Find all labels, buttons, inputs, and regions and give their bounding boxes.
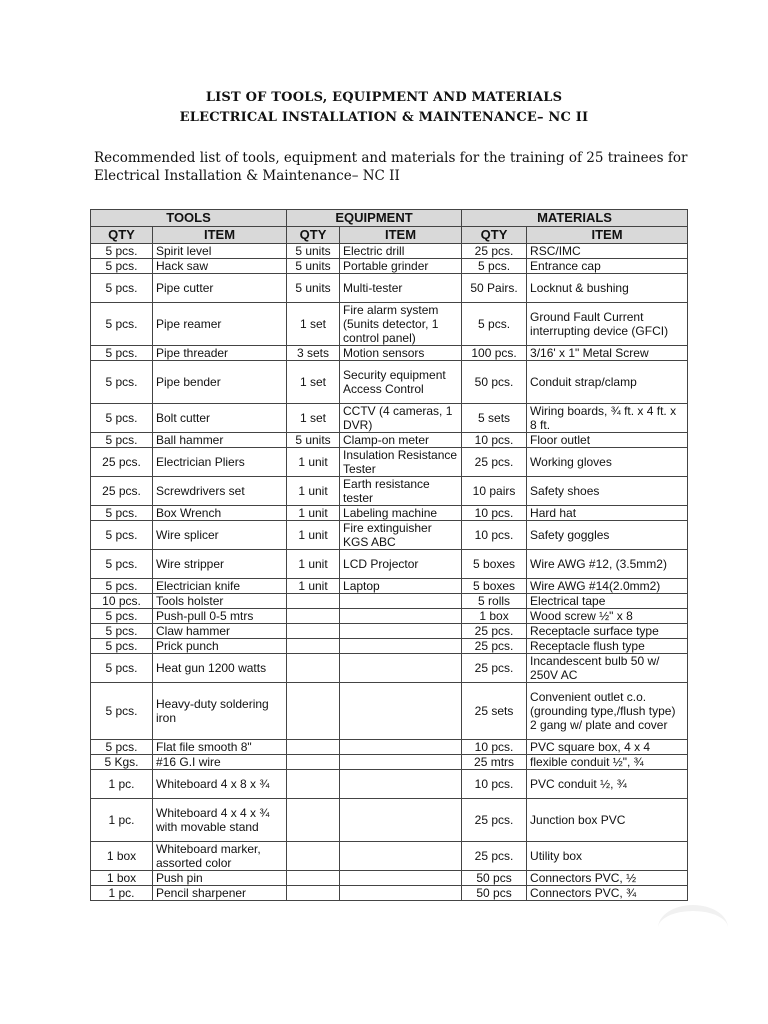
table-row: [91, 404, 688, 433]
cell-equipment-qty: 5 units: [287, 274, 340, 303]
cell-equipment-item: Labeling machine: [340, 506, 462, 521]
cell-tools-qty: 5 pcs.: [91, 624, 153, 639]
table-row: [91, 639, 688, 654]
cell-equipment-qty: 1 set: [287, 303, 340, 346]
background-swoosh-decoration: [658, 905, 728, 951]
cell-equipment-qty: [287, 842, 340, 871]
cell-materials-qty: 25 pcs.: [462, 799, 527, 842]
cell-equipment-item: [340, 654, 462, 683]
table-row: [91, 871, 688, 886]
cell-equipment-qty: 5 units: [287, 244, 340, 259]
cell-materials-qty: 25 sets: [462, 683, 527, 740]
cell-equipment-item: [340, 871, 462, 886]
cell-tools-item: Heat gun 1200 watts: [153, 654, 287, 683]
cell-equipment-item: [340, 594, 462, 609]
cell-tools-item: Claw hammer: [153, 624, 287, 639]
cell-equipment-qty: 1 unit: [287, 521, 340, 550]
cell-equipment-item: [340, 624, 462, 639]
cell-equipment-item: Multi-tester: [340, 274, 462, 303]
cell-materials-qty: 10 pcs.: [462, 740, 527, 755]
table-row: [91, 433, 688, 448]
cell-equipment-item: [340, 609, 462, 624]
cell-materials-qty: 1 box: [462, 609, 527, 624]
table-row: [91, 683, 688, 740]
cell-equipment-qty: 5 units: [287, 259, 340, 274]
cell-materials-item: Connectors PVC, ¾: [527, 886, 688, 901]
cell-materials-item: Electrical tape: [527, 594, 688, 609]
cell-materials-item: Ground Fault Current interrupting device (GFCI): [527, 303, 688, 346]
inventory-table: [90, 209, 688, 901]
cell-tools-item: Pipe reamer: [153, 303, 287, 346]
cell-equipment-qty: [287, 755, 340, 770]
table-row: [91, 259, 688, 274]
cell-materials-item: Connectors PVC, ½: [527, 871, 688, 886]
cell-materials-item: Wire AWG #14(2.0mm2): [527, 579, 688, 594]
intro-paragraph: Recommended list of tools, equipment and materials for the training of 25 trainees for Electrical Installation & Maintenance– NC II: [94, 150, 688, 184]
cell-tools-item: Heavy-duty soldering iron: [153, 683, 287, 740]
table-row: [91, 361, 688, 404]
cell-equipment-qty: 1 unit: [287, 579, 340, 594]
cell-tools-qty: 25 pcs.: [91, 477, 153, 506]
cell-equipment-qty: 1 unit: [287, 477, 340, 506]
table-row: [91, 770, 688, 799]
cell-tools-item: Wire stripper: [153, 550, 287, 579]
cell-equipment-item: Laptop: [340, 579, 462, 594]
cell-tools-item: Pipe cutter: [153, 274, 287, 303]
table-row: [91, 303, 688, 346]
cell-tools-item: Electrician knife: [153, 579, 287, 594]
cell-materials-item: Safety goggles: [527, 521, 688, 550]
cell-equipment-qty: [287, 594, 340, 609]
column-header-row: [91, 227, 688, 244]
inventory-table-body: [91, 244, 688, 901]
table-row: [91, 594, 688, 609]
cell-materials-qty: 25 pcs.: [462, 842, 527, 871]
column-header-materials-qty: QTY: [462, 227, 527, 244]
cell-tools-qty: 1 pc.: [91, 770, 153, 799]
cell-equipment-qty: [287, 770, 340, 799]
cell-tools-item: Whiteboard 4 x 8 x ¾: [153, 770, 287, 799]
cell-materials-qty: 50 Pairs.: [462, 274, 527, 303]
cell-materials-item: Convenient outlet c.o. (grounding type,/flush type) 2 gang w/ plate and cover: [527, 683, 688, 740]
cell-equipment-item: Earth resistance tester: [340, 477, 462, 506]
cell-materials-qty: 25 mtrs: [462, 755, 527, 770]
cell-materials-qty: 100 pcs.: [462, 346, 527, 361]
table-row: [91, 842, 688, 871]
cell-tools-qty: 1 pc.: [91, 799, 153, 842]
cell-equipment-item: Electric drill: [340, 244, 462, 259]
cell-tools-item: Pipe bender: [153, 361, 287, 404]
cell-equipment-qty: [287, 886, 340, 901]
cell-materials-item: Utility box: [527, 842, 688, 871]
cell-materials-qty: 5 pcs.: [462, 303, 527, 346]
cell-tools-qty: 5 pcs.: [91, 740, 153, 755]
cell-equipment-qty: [287, 871, 340, 886]
cell-equipment-qty: 1 unit: [287, 448, 340, 477]
cell-tools-qty: 5 pcs.: [91, 506, 153, 521]
cell-equipment-qty: 1 unit: [287, 550, 340, 579]
cell-equipment-item: Clamp-on meter: [340, 433, 462, 448]
cell-equipment-item: Portable grinder: [340, 259, 462, 274]
column-header-equipment-qty: QTY: [287, 227, 340, 244]
cell-equipment-item: [340, 770, 462, 799]
cell-materials-qty: 10 pcs.: [462, 506, 527, 521]
column-header-equipment-item: ITEM: [340, 227, 462, 244]
cell-materials-item: PVC square box, 4 x 4: [527, 740, 688, 755]
cell-tools-item: Electrician Pliers: [153, 448, 287, 477]
table-row: [91, 550, 688, 579]
cell-tools-qty: 5 pcs.: [91, 579, 153, 594]
cell-materials-item: Wiring boards, ¾ ft. x 4 ft. x 8 ft.: [527, 404, 688, 433]
cell-tools-item: Whiteboard marker, assorted color: [153, 842, 287, 871]
cell-tools-qty: 5 pcs.: [91, 404, 153, 433]
cell-materials-item: Wire AWG #12, (3.5mm2): [527, 550, 688, 579]
cell-equipment-item: Security equipment Access Control: [340, 361, 462, 404]
cell-equipment-qty: 1 set: [287, 361, 340, 404]
cell-tools-qty: 5 pcs.: [91, 521, 153, 550]
cell-materials-qty: 5 pcs.: [462, 259, 527, 274]
cell-tools-qty: 1 pc.: [91, 886, 153, 901]
cell-materials-qty: 25 pcs.: [462, 624, 527, 639]
table-row: [91, 755, 688, 770]
table-row: [91, 506, 688, 521]
cell-tools-qty: 10 pcs.: [91, 594, 153, 609]
cell-materials-item: Locknut & bushing: [527, 274, 688, 303]
cell-equipment-qty: [287, 740, 340, 755]
cell-materials-item: Hard hat: [527, 506, 688, 521]
group-header-row: [91, 210, 688, 227]
cell-materials-qty: 25 pcs.: [462, 639, 527, 654]
cell-equipment-item: CCTV (4 cameras, 1 DVR): [340, 404, 462, 433]
cell-materials-qty: 5 boxes: [462, 579, 527, 594]
cell-tools-qty: 5 pcs.: [91, 303, 153, 346]
column-header-tools-item: ITEM: [153, 227, 287, 244]
cell-tools-item: Push-pull 0-5 mtrs: [153, 609, 287, 624]
cell-equipment-item: [340, 799, 462, 842]
cell-equipment-item: Fire alarm system (5units detector, 1 control panel): [340, 303, 462, 346]
cell-materials-qty: 5 rolls: [462, 594, 527, 609]
group-header-tools: TOOLS: [91, 210, 287, 227]
table-row: [91, 448, 688, 477]
cell-materials-qty: 50 pcs: [462, 886, 527, 901]
cell-tools-item: Prick punch: [153, 639, 287, 654]
cell-equipment-item: [340, 683, 462, 740]
cell-materials-qty: 25 pcs.: [462, 244, 527, 259]
cell-materials-qty: 50 pcs.: [462, 361, 527, 404]
cell-tools-qty: 5 Kgs.: [91, 755, 153, 770]
cell-tools-item: Hack saw: [153, 259, 287, 274]
cell-materials-item: Receptacle flush type: [527, 639, 688, 654]
cell-tools-item: Bolt cutter: [153, 404, 287, 433]
cell-equipment-item: [340, 842, 462, 871]
table-row: [91, 609, 688, 624]
cell-tools-qty: 5 pcs.: [91, 550, 153, 579]
cell-tools-item: Spirit level: [153, 244, 287, 259]
cell-equipment-qty: 5 units: [287, 433, 340, 448]
cell-materials-item: flexible conduit ½", ¾: [527, 755, 688, 770]
cell-equipment-item: Motion sensors: [340, 346, 462, 361]
cell-materials-qty: 5 sets: [462, 404, 527, 433]
table-row: [91, 654, 688, 683]
cell-tools-item: Tools holster: [153, 594, 287, 609]
cell-equipment-item: [340, 639, 462, 654]
cell-tools-item: Flat file smooth 8": [153, 740, 287, 755]
cell-equipment-qty: 3 sets: [287, 346, 340, 361]
cell-tools-item: Whiteboard 4 x 4 x ¾ with movable stand: [153, 799, 287, 842]
cell-equipment-qty: [287, 683, 340, 740]
cell-tools-item: Push pin: [153, 871, 287, 886]
cell-materials-qty: 25 pcs.: [462, 654, 527, 683]
cell-tools-qty: 5 pcs.: [91, 259, 153, 274]
cell-materials-item: Incandescent bulb 50 w/ 250V AC: [527, 654, 688, 683]
group-header-materials: MATERIALS: [462, 210, 688, 227]
cell-tools-qty: 5 pcs.: [91, 361, 153, 404]
table-row: [91, 799, 688, 842]
cell-tools-qty: 5 pcs.: [91, 346, 153, 361]
cell-tools-qty: 5 pcs.: [91, 683, 153, 740]
table-row: [91, 477, 688, 506]
table-row: [91, 624, 688, 639]
cell-materials-item: RSC/IMC: [527, 244, 688, 259]
group-header-equipment: EQUIPMENT: [287, 210, 462, 227]
cell-equipment-qty: [287, 639, 340, 654]
cell-equipment-qty: [287, 609, 340, 624]
table-row: [91, 274, 688, 303]
cell-materials-qty: 10 pcs.: [462, 770, 527, 799]
cell-materials-item: 3/16' x 1" Metal Screw: [527, 346, 688, 361]
cell-materials-qty: 10 pcs.: [462, 433, 527, 448]
cell-tools-qty: 5 pcs.: [91, 244, 153, 259]
cell-materials-qty: 10 pairs: [462, 477, 527, 506]
cell-materials-item: Working gloves: [527, 448, 688, 477]
cell-materials-qty: 50 pcs: [462, 871, 527, 886]
cell-tools-item: Pencil sharpener: [153, 886, 287, 901]
cell-tools-qty: 5 pcs.: [91, 274, 153, 303]
cell-tools-qty: 25 pcs.: [91, 448, 153, 477]
cell-equipment-qty: 1 set: [287, 404, 340, 433]
cell-tools-qty: 5 pcs.: [91, 609, 153, 624]
cell-equipment-qty: [287, 624, 340, 639]
table-row: [91, 579, 688, 594]
table-row: [91, 521, 688, 550]
cell-tools-qty: 5 pcs.: [91, 639, 153, 654]
table-row: [91, 244, 688, 259]
cell-tools-item: #16 G.I wire: [153, 755, 287, 770]
cell-equipment-qty: [287, 654, 340, 683]
cell-materials-qty: 5 boxes: [462, 550, 527, 579]
table-row: [91, 346, 688, 361]
cell-materials-item: PVC conduit ½, ¾: [527, 770, 688, 799]
cell-materials-item: Conduit strap/clamp: [527, 361, 688, 404]
cell-equipment-item: [340, 886, 462, 901]
cell-tools-item: Ball hammer: [153, 433, 287, 448]
cell-materials-item: Safety shoes: [527, 477, 688, 506]
cell-tools-qty: 5 pcs.: [91, 654, 153, 683]
cell-tools-item: Screwdrivers set: [153, 477, 287, 506]
table-row: [91, 886, 688, 901]
cell-equipment-item: [340, 740, 462, 755]
cell-tools-item: Box Wrench: [153, 506, 287, 521]
cell-tools-qty: 1 box: [91, 842, 153, 871]
cell-materials-item: Wood screw ½" x 8: [527, 609, 688, 624]
cell-equipment-item: Insulation Resistance Tester: [340, 448, 462, 477]
document-title-line-1: LIST OF TOOLS, EQUIPMENT AND MATERIALS: [205, 90, 563, 105]
document-title-line-2: ELECTRICAL INSTALLATION & MAINTENANCE– NC II: [179, 110, 589, 125]
cell-materials-item: Receptacle surface type: [527, 624, 688, 639]
cell-equipment-item: LCD Projector: [340, 550, 462, 579]
cell-materials-qty: 10 pcs.: [462, 521, 527, 550]
cell-materials-item: Entrance cap: [527, 259, 688, 274]
cell-equipment-item: Fire extinguisher KGS ABC: [340, 521, 462, 550]
cell-equipment-item: [340, 755, 462, 770]
cell-equipment-qty: [287, 799, 340, 842]
cell-materials-item: Junction box PVC: [527, 799, 688, 842]
column-header-tools-qty: QTY: [91, 227, 153, 244]
cell-tools-item: Pipe threader: [153, 346, 287, 361]
cell-tools-item: Wire splicer: [153, 521, 287, 550]
column-header-materials-item: ITEM: [527, 227, 688, 244]
cell-tools-qty: 1 box: [91, 871, 153, 886]
cell-materials-qty: 25 pcs.: [462, 448, 527, 477]
cell-equipment-qty: 1 unit: [287, 506, 340, 521]
cell-tools-qty: 5 pcs.: [91, 433, 153, 448]
table-row: [91, 740, 688, 755]
cell-materials-item: Floor outlet: [527, 433, 688, 448]
